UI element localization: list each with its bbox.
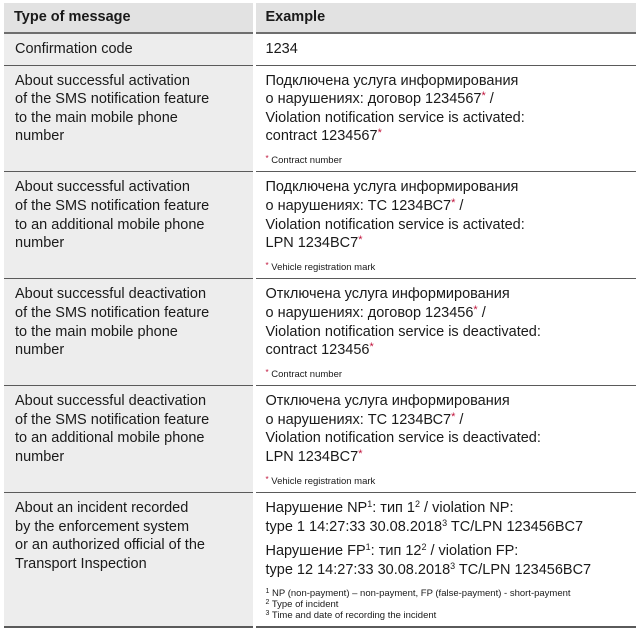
superscript: 2 [421,542,427,553]
asterisk-mark: * [265,153,269,163]
header-type-of-message: Type of message [4,3,254,33]
asterisk-mark: * [358,448,363,460]
example-text: Violation notification service is deactivated: [265,430,541,447]
asterisk-mark: * [451,410,456,423]
example-text: LPN 1234BC7* [265,234,363,252]
footnote: $^2$ Type of incident [265,599,339,611]
table-row [4,279,636,386]
type-text: About successful activation [15,179,190,196]
type-text: Confirmation code [15,41,133,57]
superscript: 1 [365,542,371,553]
asterisk-mark: * [265,260,269,270]
example-text: Violation notification service is deactivated: [265,323,541,340]
example-text: Отключена услуга информирования [265,286,510,303]
example-cell [254,172,636,279]
asterisk-mark: * [481,90,486,103]
type-cell [4,493,254,628]
example-text: Нарушение $FP^1$: тип $12^2$ / violation FP: [265,542,519,560]
type-text: About an incident recorded [15,500,189,517]
example-text: Подключена услуга информирования [265,72,519,89]
footnote: * Vehicle registration mark [265,260,376,273]
type-text: About successful deactivation [15,393,207,410]
message-types-table [4,3,636,628]
superscript: 1 [367,499,373,510]
example-text: Нарушение $NP^1$: тип $1^2$ / violation NP: [265,499,514,517]
footnote: * Contract number [265,367,343,380]
table-row [4,65,636,172]
example-text: о нарушениях: договор 1234567* / [265,90,494,108]
example-text: Violation notification service is activated: [265,109,525,126]
type-text: About successful deactivation [15,286,207,303]
footnote: $^3$ Time and date of recording the incident [265,610,437,622]
header-example: Example [254,3,636,33]
asterisk-mark: * [473,303,478,316]
asterisk-mark: * [451,197,456,210]
example-cell [254,493,636,628]
table-row [4,172,636,279]
type-text: number [15,128,65,145]
type-text: to the main mobile phone [15,323,178,340]
asterisk-mark: * [369,341,374,354]
example-text: contract 123456* [265,341,374,359]
example-text: contract 1234567* [265,127,382,145]
example-text: Подключена услуга информирования [265,179,519,196]
type-text: number [15,449,65,465]
type-text: to the main mobile phone [15,109,178,126]
type-text: to an additional mobile phone [15,216,205,233]
superscript: 3 [442,517,448,528]
table-header-row [4,3,636,33]
example-text: Violation notification service is activated: [265,216,525,233]
footnotes [266,588,631,621]
type-text: to an additional mobile phone [15,430,205,447]
footnote: * Contract number [265,153,343,166]
asterisk-mark: * [377,127,382,140]
example-text: о нарушениях: договор 123456* / [265,303,486,321]
message-types-table-wrapper [4,3,636,628]
footnote: * Vehicle registration mark [265,474,376,487]
example-text: 1234 [265,41,298,57]
example-text: type 1 14:27:33 30.08.2018$^3$ TC/LPN 123456BC7 [265,517,584,535]
table-row [4,386,636,493]
fp-example [266,542,631,579]
example-cell [254,33,636,65]
type-text: of the SMS notification feature [15,304,210,321]
asterisk-mark: * [265,474,269,484]
table-row [4,493,636,628]
type-text: number [15,235,65,252]
asterisk-mark: * [265,367,269,377]
asterisk-mark: * [358,234,363,247]
np-example [266,499,631,536]
example-text: о нарушениях: ТС 1234ВС7* / [265,410,464,428]
superscript: 2 [415,499,421,510]
table-row [4,33,636,65]
type-text: by the enforcement system [15,518,190,535]
type-text: About successful activation [15,72,190,89]
example-text: LPN 1234BC7* [265,448,363,465]
type-cell [4,33,254,65]
footnote: $^1$ NP (non-payment) – non-payment, FP (false-payment) - short-payment [265,588,571,600]
type-text: number [15,342,65,359]
type-text: of the SMS notification feature [15,198,210,215]
type-cell [4,172,254,279]
superscript: 3 [450,560,456,571]
example-cell [254,386,636,493]
example-text: Отключена услуга информирования [265,393,510,410]
example-text: о нарушениях: ТС 1234ВС7* / [265,197,464,215]
type-text: Transport Inspection [15,555,147,572]
type-cell [4,386,254,493]
example-cell [254,279,636,386]
type-text: of the SMS notification feature [15,91,210,108]
example-text: type 12 14:27:33 30.08.2018$^3$ TC/LPN 123456BC7 [265,560,592,578]
type-cell [4,279,254,386]
type-text: of the SMS notification feature [15,411,210,428]
type-text: or an authorized official of the [15,537,205,554]
example-cell [254,65,636,172]
type-cell [4,65,254,172]
